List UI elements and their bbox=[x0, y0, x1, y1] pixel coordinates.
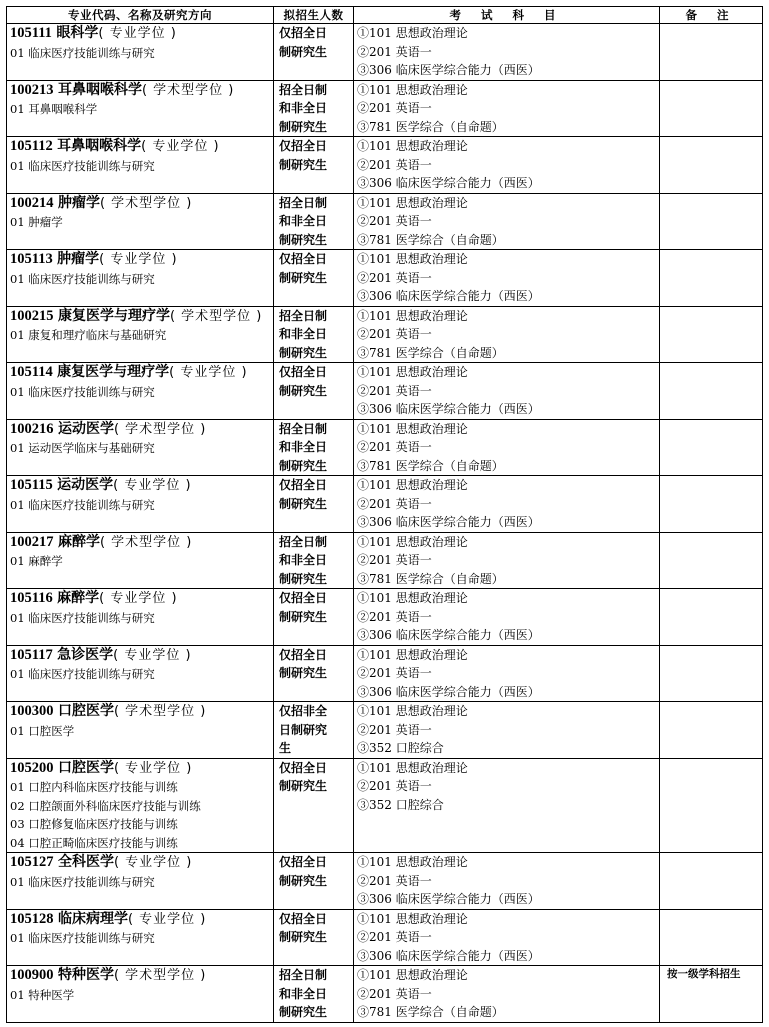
exam-subject: ①101 思想政治理论 bbox=[357, 82, 468, 97]
exam-subject: ①101 思想政治理论 bbox=[357, 911, 468, 926]
exam-subject: ③781 医学综合（自命题） bbox=[357, 119, 504, 134]
exam-subjects-cell bbox=[354, 24, 660, 81]
research-direction: 01 口腔内科临床医疗技能与训练 bbox=[10, 780, 178, 794]
program-title bbox=[10, 646, 273, 666]
research-direction: 01 临床医疗技能训练与研究 bbox=[10, 931, 155, 945]
degree-type: ( 专业学位 ) bbox=[169, 365, 248, 380]
enrollment-mode-line: 仅招全日 bbox=[279, 478, 328, 492]
exam-subject: ②201 英语一 bbox=[357, 553, 432, 567]
program-cell bbox=[7, 306, 274, 363]
enrollment-mode-cell bbox=[274, 24, 354, 81]
exam-subject: ①101 思想政治理论 bbox=[357, 421, 468, 436]
program-name: 急诊医学 bbox=[57, 646, 114, 663]
degree-type: ( 学术型学位 ) bbox=[169, 308, 263, 324]
enrollment-mode-cell bbox=[274, 137, 354, 194]
note-cell bbox=[660, 532, 763, 589]
program-cell bbox=[7, 80, 274, 137]
exam-subject: ①101 思想政治理论 bbox=[357, 308, 468, 323]
research-direction: 04 口腔正畸临床医疗技能与训练 bbox=[10, 835, 178, 850]
exam-subject: ②201 英语一 bbox=[357, 873, 432, 888]
exam-subjects-cell bbox=[354, 80, 660, 137]
program-title bbox=[10, 81, 273, 101]
enrollment-mode-line: 制研究生 bbox=[279, 458, 328, 473]
table-row bbox=[7, 853, 763, 910]
program-cell bbox=[7, 24, 274, 81]
exam-subject: ②201 英语一 bbox=[357, 327, 432, 341]
exam-subject: ②201 英语一 bbox=[357, 214, 432, 228]
note-cell bbox=[660, 137, 763, 194]
enrollment-mode-line: 制研究生 bbox=[279, 44, 328, 59]
program-title bbox=[10, 966, 273, 986]
exam-subject: ③306 临床医学综合能力（西医） bbox=[357, 684, 540, 699]
program-code: 105113 bbox=[10, 251, 53, 267]
program-cell bbox=[7, 363, 274, 420]
exam-subject: ③306 临床医学综合能力（西医） bbox=[357, 515, 540, 529]
program-code: 105128 bbox=[10, 910, 54, 927]
program-title bbox=[10, 250, 273, 270]
exam-subject: ③781 医学综合（自命题） bbox=[357, 345, 504, 360]
enrollment-mode-line: 仅招全日 bbox=[279, 139, 328, 153]
exam-subjects-cell bbox=[354, 758, 660, 853]
exam-subject: ③306 临床医学综合能力（西医） bbox=[357, 176, 540, 190]
program-name: 麻醉学 bbox=[57, 590, 100, 606]
exam-subject: ③306 临床医学综合能力（西医） bbox=[357, 402, 540, 416]
program-cell bbox=[7, 853, 274, 910]
enrollment-mode-line: 制研究生 bbox=[279, 496, 328, 511]
header-program: 专业代码、名称及研究方向 bbox=[7, 7, 274, 24]
note-cell bbox=[660, 758, 763, 853]
enrollment-mode-cell bbox=[274, 476, 354, 533]
exam-subject: ②201 英语一 bbox=[357, 779, 432, 793]
note-cell bbox=[660, 419, 763, 476]
degree-type: ( 专业学位 ) bbox=[127, 911, 207, 927]
research-direction: 01 临床医疗技能训练与研究 bbox=[10, 384, 155, 399]
table-row bbox=[7, 589, 763, 646]
program-cell bbox=[7, 193, 274, 250]
enrollment-mode-line: 制研究生 bbox=[279, 232, 328, 247]
degree-type: ( 专业学位 ) bbox=[99, 591, 178, 606]
table-row bbox=[7, 250, 763, 307]
enrollment-mode-cell bbox=[274, 532, 354, 589]
program-cell bbox=[7, 909, 274, 966]
exam-subject: ③306 临床医学综合能力（西医） bbox=[357, 289, 540, 303]
degree-type: ( 学术型学位 ) bbox=[113, 704, 207, 719]
enrollment-mode-line: 招全日制 bbox=[279, 82, 328, 97]
enrollment-mode-line: 制研究生 bbox=[279, 873, 328, 888]
program-name: 运动医学 bbox=[57, 477, 114, 493]
program-name: 康复医学与理疗学 bbox=[57, 307, 170, 324]
note-cell bbox=[660, 250, 763, 307]
note-cell bbox=[660, 909, 763, 966]
exam-subject: ③781 医学综合（自命题） bbox=[357, 232, 504, 247]
program-cell bbox=[7, 966, 274, 1023]
research-direction: 01 临床医疗技能训练与研究 bbox=[10, 610, 155, 625]
research-direction: 01 临床医疗技能训练与研究 bbox=[10, 271, 155, 286]
program-title bbox=[10, 702, 273, 722]
exam-subject: ③352 口腔综合 bbox=[357, 797, 444, 812]
exam-subject: ①101 思想政治理论 bbox=[357, 365, 468, 379]
enrollment-mode-line: 仅招非全 bbox=[279, 704, 328, 718]
enrollment-mode-cell bbox=[274, 250, 354, 307]
program-cell bbox=[7, 476, 274, 533]
enrollment-mode-cell bbox=[274, 193, 354, 250]
table-row bbox=[7, 532, 763, 589]
program-title bbox=[10, 589, 273, 609]
table-body bbox=[7, 24, 763, 1023]
table-row bbox=[7, 363, 763, 420]
exam-subject: ②201 英语一 bbox=[357, 986, 432, 1001]
exam-subject: ①101 思想政治理论 bbox=[357, 968, 468, 982]
table-row bbox=[7, 193, 763, 250]
program-table bbox=[6, 6, 763, 1023]
exam-subjects-cell bbox=[354, 363, 660, 420]
enrollment-mode-line: 生 bbox=[279, 741, 292, 755]
enrollment-mode-cell bbox=[274, 419, 354, 476]
research-direction: 01 耳鼻咽喉科学 bbox=[10, 102, 98, 116]
note-cell bbox=[660, 645, 763, 702]
exam-subject: ③781 医学综合（自命题） bbox=[357, 571, 504, 586]
program-title bbox=[10, 420, 273, 440]
degree-type: ( 专业学位 ) bbox=[113, 760, 193, 776]
program-code: 105200 bbox=[10, 759, 54, 776]
program-code: 105112 bbox=[10, 138, 53, 154]
enrollment-mode-line: 和非全日 bbox=[279, 214, 328, 228]
enrollment-mode-line: 仅招全日 bbox=[279, 252, 328, 266]
enrollment-mode-line: 制研究生 bbox=[279, 119, 328, 134]
enrollment-mode-line: 制研究生 bbox=[279, 666, 328, 680]
table-row bbox=[7, 909, 763, 966]
program-name: 口腔医学 bbox=[57, 703, 114, 719]
note-cell bbox=[660, 363, 763, 420]
program-name: 临床病理学 bbox=[57, 910, 128, 927]
program-title bbox=[10, 363, 273, 383]
enrollment-mode-line: 制研究生 bbox=[279, 571, 328, 586]
degree-type: ( 专业学位 ) bbox=[141, 139, 220, 154]
exam-subject: ③781 医学综合（自命题） bbox=[357, 1005, 504, 1019]
enrollment-mode-line: 仅招全日 bbox=[279, 760, 328, 775]
program-cell bbox=[7, 702, 274, 759]
exam-subject: ②201 英语一 bbox=[357, 440, 432, 454]
exam-subjects-cell bbox=[354, 419, 660, 476]
program-name: 康复医学与理疗学 bbox=[57, 364, 170, 380]
exam-subjects-cell bbox=[354, 306, 660, 363]
program-code: 100300 bbox=[10, 703, 54, 719]
enrollment-mode-line: 和非全日 bbox=[279, 101, 328, 115]
exam-subjects-cell bbox=[354, 645, 660, 702]
exam-subjects-cell bbox=[354, 966, 660, 1023]
exam-subjects-cell bbox=[354, 476, 660, 533]
program-cell bbox=[7, 645, 274, 702]
enrollment-mode-cell bbox=[274, 80, 354, 137]
degree-type: ( 学术型学位 ) bbox=[99, 534, 193, 550]
program-name: 运动医学 bbox=[57, 420, 114, 437]
research-direction: 01 临床医疗技能训练与研究 bbox=[10, 45, 155, 60]
degree-type: ( 专业学位 ) bbox=[98, 26, 177, 41]
program-code: 100216 bbox=[10, 420, 54, 437]
enrollment-mode-line: 仅招全日 bbox=[279, 365, 328, 379]
research-direction: 01 肿瘤学 bbox=[10, 215, 63, 229]
header-mode: 拟招生人数 bbox=[274, 7, 354, 24]
exam-subject: ②201 英语一 bbox=[357, 101, 432, 115]
research-direction: 03 口腔修复临床医疗技能与训练 bbox=[10, 817, 178, 831]
exam-subjects-cell bbox=[354, 532, 660, 589]
program-name: 肿瘤学 bbox=[57, 194, 100, 211]
enrollment-mode-line: 仅招全日 bbox=[279, 911, 328, 926]
program-code: 100214 bbox=[10, 194, 54, 211]
exam-subject: ②201 英语一 bbox=[357, 609, 432, 624]
enrollment-mode-line: 制研究生 bbox=[279, 383, 328, 398]
program-code: 105117 bbox=[10, 646, 53, 663]
enrollment-mode-line: 制研究生 bbox=[279, 609, 328, 624]
exam-subjects-cell bbox=[354, 909, 660, 966]
enrollment-mode-line: 制研究生 bbox=[279, 345, 328, 360]
research-direction: 01 临床医疗技能训练与研究 bbox=[10, 158, 155, 173]
research-direction: 01 临床医疗技能训练与研究 bbox=[10, 667, 155, 681]
program-cell bbox=[7, 532, 274, 589]
degree-type: ( 学术型学位 ) bbox=[141, 82, 235, 98]
degree-type: ( 专业学位 ) bbox=[113, 855, 193, 870]
enrollment-mode-cell bbox=[274, 966, 354, 1023]
table-row bbox=[7, 24, 763, 81]
exam-subject: ①101 思想政治理论 bbox=[357, 26, 468, 40]
enrollment-mode-cell bbox=[274, 758, 354, 853]
exam-subject: ③306 临床医学综合能力（西医） bbox=[357, 63, 540, 77]
exam-subject: ②201 英语一 bbox=[357, 666, 432, 680]
note-cell bbox=[660, 589, 763, 646]
exam-subjects-cell bbox=[354, 702, 660, 759]
degree-type: ( 专业学位 ) bbox=[99, 252, 178, 267]
enrollment-mode-line: 招全日制 bbox=[279, 534, 328, 549]
program-title bbox=[10, 137, 273, 157]
note-cell bbox=[660, 966, 763, 1023]
program-title bbox=[10, 307, 273, 327]
program-cell bbox=[7, 589, 274, 646]
table-row bbox=[7, 80, 763, 137]
program-code: 100217 bbox=[10, 533, 54, 550]
note-cell bbox=[660, 306, 763, 363]
exam-subject: ②201 英语一 bbox=[357, 270, 432, 285]
enrollment-mode-cell bbox=[274, 702, 354, 759]
table-header-row bbox=[7, 7, 763, 24]
program-code: 105115 bbox=[10, 477, 53, 493]
exam-subject: ②201 英语一 bbox=[357, 722, 432, 737]
enrollment-mode-line: 制研究生 bbox=[279, 779, 328, 793]
exam-subject: ①101 思想政治理论 bbox=[357, 534, 468, 549]
header-exam: 考 试 科 目 bbox=[354, 7, 660, 24]
program-name: 眼科学 bbox=[56, 25, 99, 41]
enrollment-mode-line: 和非全日 bbox=[279, 553, 328, 567]
program-cell bbox=[7, 758, 274, 853]
degree-type: ( 专业学位 ) bbox=[113, 478, 192, 493]
program-code: 100215 bbox=[10, 307, 54, 324]
program-name: 全科医学 bbox=[57, 854, 114, 870]
table-row bbox=[7, 137, 763, 194]
table-row bbox=[7, 645, 763, 702]
exam-subjects-cell bbox=[354, 250, 660, 307]
enrollment-mode-line: 招全日制 bbox=[279, 308, 328, 323]
exam-subject: ③306 临床医学综合能力（西医） bbox=[357, 892, 540, 906]
program-name: 肿瘤学 bbox=[57, 251, 100, 267]
enrollment-mode-line: 招全日制 bbox=[279, 968, 328, 982]
program-title bbox=[10, 194, 273, 214]
program-cell bbox=[7, 137, 274, 194]
exam-subject: ③352 口腔综合 bbox=[357, 741, 444, 755]
note-cell bbox=[660, 80, 763, 137]
note-text: 按一级学科招生 bbox=[667, 968, 741, 980]
research-direction: 01 麻醉学 bbox=[10, 554, 63, 568]
exam-subject: ②201 英语一 bbox=[357, 157, 432, 172]
program-name: 耳鼻咽喉科学 bbox=[57, 138, 142, 154]
enrollment-mode-line: 仅招全日 bbox=[279, 26, 328, 40]
exam-subject: ①101 思想政治理论 bbox=[357, 760, 468, 775]
enrollment-mode-line: 仅招全日 bbox=[279, 855, 328, 869]
degree-type: ( 学术型学位 ) bbox=[113, 968, 207, 983]
program-title bbox=[10, 476, 273, 496]
research-direction: 01 特种医学 bbox=[10, 987, 75, 1002]
note-cell bbox=[660, 702, 763, 759]
exam-subject: ①101 思想政治理论 bbox=[357, 195, 468, 210]
program-name: 口腔医学 bbox=[57, 759, 114, 776]
enrollment-mode-line: 招全日制 bbox=[279, 195, 328, 210]
enrollment-mode-cell bbox=[274, 589, 354, 646]
enrollment-mode-cell bbox=[274, 909, 354, 966]
enrollment-mode-line: 日制研究 bbox=[279, 722, 328, 737]
note-cell bbox=[660, 24, 763, 81]
enrollment-mode-line: 和非全日 bbox=[279, 986, 328, 1001]
exam-subjects-cell bbox=[354, 137, 660, 194]
research-direction: 01 临床医疗技能训练与研究 bbox=[10, 497, 155, 512]
research-direction: 02 口腔颌面外科临床医疗技能与训练 bbox=[10, 798, 201, 813]
program-name: 耳鼻咽喉科学 bbox=[57, 81, 142, 98]
exam-subject: ①101 思想政治理论 bbox=[357, 855, 468, 869]
exam-subject: ②201 英语一 bbox=[357, 383, 432, 398]
program-code: 105111 bbox=[10, 25, 52, 41]
enrollment-mode-cell bbox=[274, 306, 354, 363]
enrollment-mode-cell bbox=[274, 645, 354, 702]
exam-subject: ②201 英语一 bbox=[357, 44, 432, 59]
exam-subject: ①101 思想政治理论 bbox=[357, 478, 468, 492]
table-row bbox=[7, 476, 763, 533]
exam-subject: ①101 思想政治理论 bbox=[357, 252, 468, 266]
program-cell bbox=[7, 250, 274, 307]
program-title bbox=[10, 853, 273, 873]
exam-subjects-cell bbox=[354, 193, 660, 250]
exam-subject: ②201 英语一 bbox=[357, 496, 432, 511]
degree-type: ( 学术型学位 ) bbox=[113, 421, 207, 437]
enrollment-mode-line: 制研究生 bbox=[279, 157, 328, 172]
exam-subject: ③781 医学综合（自命题） bbox=[357, 458, 504, 473]
program-name: 特种医学 bbox=[57, 967, 114, 983]
note-cell bbox=[660, 193, 763, 250]
exam-subject: ①101 思想政治理论 bbox=[357, 647, 468, 662]
table-row bbox=[7, 966, 763, 1023]
program-code: 100900 bbox=[10, 967, 54, 983]
program-title bbox=[10, 910, 273, 930]
exam-subject: ③306 临床医学综合能力（西医） bbox=[357, 628, 540, 642]
research-direction: 01 运动医学临床与基础研究 bbox=[10, 441, 155, 455]
enrollment-mode-line: 仅招全日 bbox=[279, 647, 328, 662]
program-name: 麻醉学 bbox=[57, 533, 100, 550]
note-cell bbox=[660, 476, 763, 533]
program-code: 100213 bbox=[10, 81, 54, 98]
exam-subject: ③306 临床医学综合能力（西医） bbox=[357, 948, 540, 963]
program-title bbox=[10, 533, 273, 553]
header-note: 备 注 bbox=[660, 7, 763, 24]
program-code: 105127 bbox=[10, 854, 54, 870]
research-direction: 01 口腔医学 bbox=[10, 723, 75, 738]
enrollment-mode-cell bbox=[274, 363, 354, 420]
enrollment-mode-line: 和非全日 bbox=[279, 440, 328, 454]
program-title bbox=[10, 24, 273, 44]
program-title bbox=[10, 759, 273, 779]
table-row bbox=[7, 306, 763, 363]
exam-subjects-cell bbox=[354, 589, 660, 646]
research-direction: 01 康复和理疗临床与基础研究 bbox=[10, 328, 167, 342]
exam-subject: ②201 英语一 bbox=[357, 930, 432, 944]
table-row bbox=[7, 758, 763, 853]
enrollment-mode-line: 和非全日 bbox=[279, 327, 328, 341]
exam-subjects-cell bbox=[354, 853, 660, 910]
table-row bbox=[7, 702, 763, 759]
enrollment-mode-line: 制研究生 bbox=[279, 270, 328, 285]
exam-subject: ①101 思想政治理论 bbox=[357, 591, 468, 605]
enrollment-mode-line: 制研究生 bbox=[279, 1005, 328, 1019]
program-code: 105114 bbox=[10, 364, 53, 380]
enrollment-mode-cell bbox=[274, 853, 354, 910]
degree-type: ( 学术型学位 ) bbox=[99, 195, 193, 211]
program-code: 105116 bbox=[10, 590, 53, 606]
research-direction: 01 临床医疗技能训练与研究 bbox=[10, 874, 155, 889]
enrollment-mode-line: 招全日制 bbox=[279, 421, 328, 436]
enrollment-mode-line: 制研究生 bbox=[279, 930, 328, 944]
exam-subject: ①101 思想政治理论 bbox=[357, 704, 468, 718]
enrollment-mode-line: 仅招全日 bbox=[279, 591, 328, 605]
program-cell bbox=[7, 419, 274, 476]
exam-subject: ①101 思想政治理论 bbox=[357, 139, 468, 153]
note-cell bbox=[660, 853, 763, 910]
degree-type: ( 专业学位 ) bbox=[113, 647, 192, 663]
table-row bbox=[7, 419, 763, 476]
